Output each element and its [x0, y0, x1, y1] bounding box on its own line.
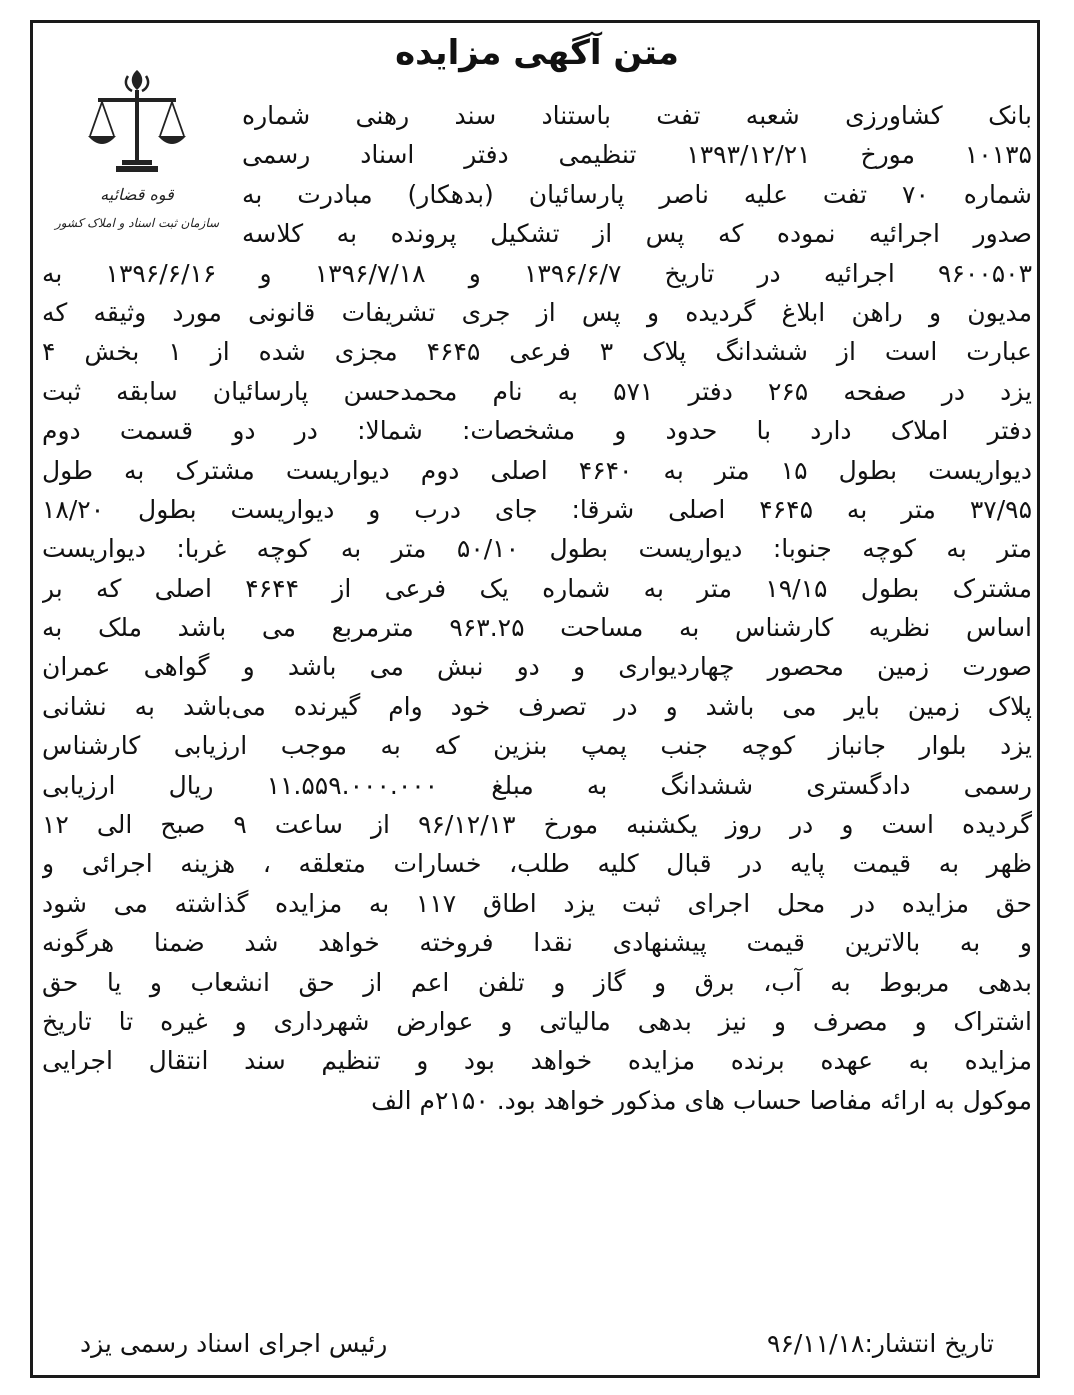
notice-line: عبارت است از ششدانگ پلاک ۳ فرعی ۴۶۴۵ مجزی شده از ۱ بخش ۴	[42, 337, 1032, 367]
notice-line: بدهی مربوط به آب، برق و گاز و تلفن اعم از حق انشعاب و یا حق	[42, 967, 1032, 997]
notice-line: اشتراک و مصرف و نیز بدهی مالیاتی و عوارض شهرداری و غیره تا تاریخ	[42, 1006, 1032, 1036]
notice-title: متن آگهی مزایده	[395, 33, 679, 73]
notice-line: موکول به ارائه مفاصا حساب های مذکور خواهد بود. ۲۱۵۰م الف	[371, 1085, 1032, 1115]
notice-line: حق مزایده در محل اجرای ثبت یزد اطاق ۱۱۷ به مزایده گذاشته می شود	[42, 888, 1032, 918]
notice-line: شماره ۷۰ تفت علیه ناصر پارسائیان (بدهکار) مبادرت به	[242, 179, 1032, 209]
publish-date: تاریخ انتشار:۹۶/۱۱/۱۸	[767, 1329, 994, 1358]
logo-caption-registry: سازمان ثبت اسناد و املاک کشور	[54, 216, 220, 230]
notice-footer	[60, 1324, 1014, 1364]
notice-line: صورت زمین محصور چهاردیواری و دو نبش می باشد و گواهی عمران	[42, 652, 1032, 682]
notice-line: ۳۷/۹۵ متر به ۴۶۴۵ اصلی شرقا: جای درب و دیواریست بطول ۱۸/۲۰	[42, 494, 1032, 524]
logo-caption-judiciary: قوه قضائیه	[100, 185, 174, 204]
notice-body	[42, 96, 1032, 1120]
notice-line: اساس نظریه کارشناس به مساحت ۹۶۳.۲۵ مترمربع می باشد ملک به	[42, 613, 1032, 643]
notice-line: مشترک بطول ۱۹/۱۵ متر به شماره یک فرعی از ۴۶۴۴ اصلی که بر	[42, 573, 1032, 603]
notice-line: مدیون و راهن ابلاغ گردیده و پس از جری تشریفات قانونی مورد وثیقه که	[42, 297, 1032, 327]
signature: رئیس اجرای اسناد رسمی یزد	[80, 1329, 388, 1358]
notice-line: یزد بلوار جانباز کوچه جنب پمپ بنزین که به موجب ارزیابی کارشناس	[42, 731, 1032, 761]
notice-line: دیواریست بطول ۱۵ متر به ۴۶۴۰ اصلی دوم دیواریست مشترک به طول	[42, 455, 1032, 485]
notice-line: بانک کشاورزی شعبه تفت باستناد سند رهنی شماره	[242, 101, 1032, 130]
notice-line: پلاک زمین بایر می باشد و در تصرف خود وام گیرنده می‌باشد به نشانی	[42, 691, 1032, 721]
notice-line: دفتر املاک دارد با حدود و مشخصات: شمالا: در دو قسمت دوم	[42, 416, 1032, 446]
notice-line: و به بالاترین قیمت پیشنهادی نقدا فروخته خواهد شد ضمنا هرگونه	[42, 928, 1032, 958]
notice-line: متر به کوچه جنوبا: دیواریست بطول ۵۰/۱۰ متر به کوچه غربا: دیواریست	[42, 534, 1032, 564]
notice-line: ۱۰۱۳۵ مورخ ۱۳۹۳/۱۲/۲۱ تنظیمی دفتر اسناد رسمی	[242, 140, 1032, 170]
notice-line: رسمی دادگستری ششدانگ به مبلغ ۱۱.۵۵۹.۰۰۰.۰۰۰ ریال ارزیابی	[42, 770, 1032, 800]
notice-line: صدور اجرائیه نموده که پس از تشکیل پرونده به کلاسه	[242, 219, 1032, 249]
notice-line: گردیده است و در روز یکشنبه مورخ ۹۶/۱۲/۱۳ از ساعت ۹ صبح الی ۱۲	[42, 810, 1032, 840]
notice-line: ظهر به قیمت پایه در قبال کلیه طلب، خسارات متعلقه ، هزینه اجرائی و	[42, 849, 1032, 879]
notice-line: ۹۶۰۰۵۰۳ اجرائیه در تاریخ ۱۳۹۶/۶/۷ و ۱۳۹۶/۷/۱۸ و ۱۳۹۶/۶/۱۶ به	[42, 258, 1032, 288]
notice-line: مزایده به عهده برنده مزایده خواهد بود و تنظیم سند انتقال اجرایی	[42, 1046, 1032, 1076]
notice-line: یزد در صفحه ۲۶۵ دفتر ۵۷۱ به نام محمدحسن پارسائیان سابقه ثبت	[42, 376, 1032, 406]
